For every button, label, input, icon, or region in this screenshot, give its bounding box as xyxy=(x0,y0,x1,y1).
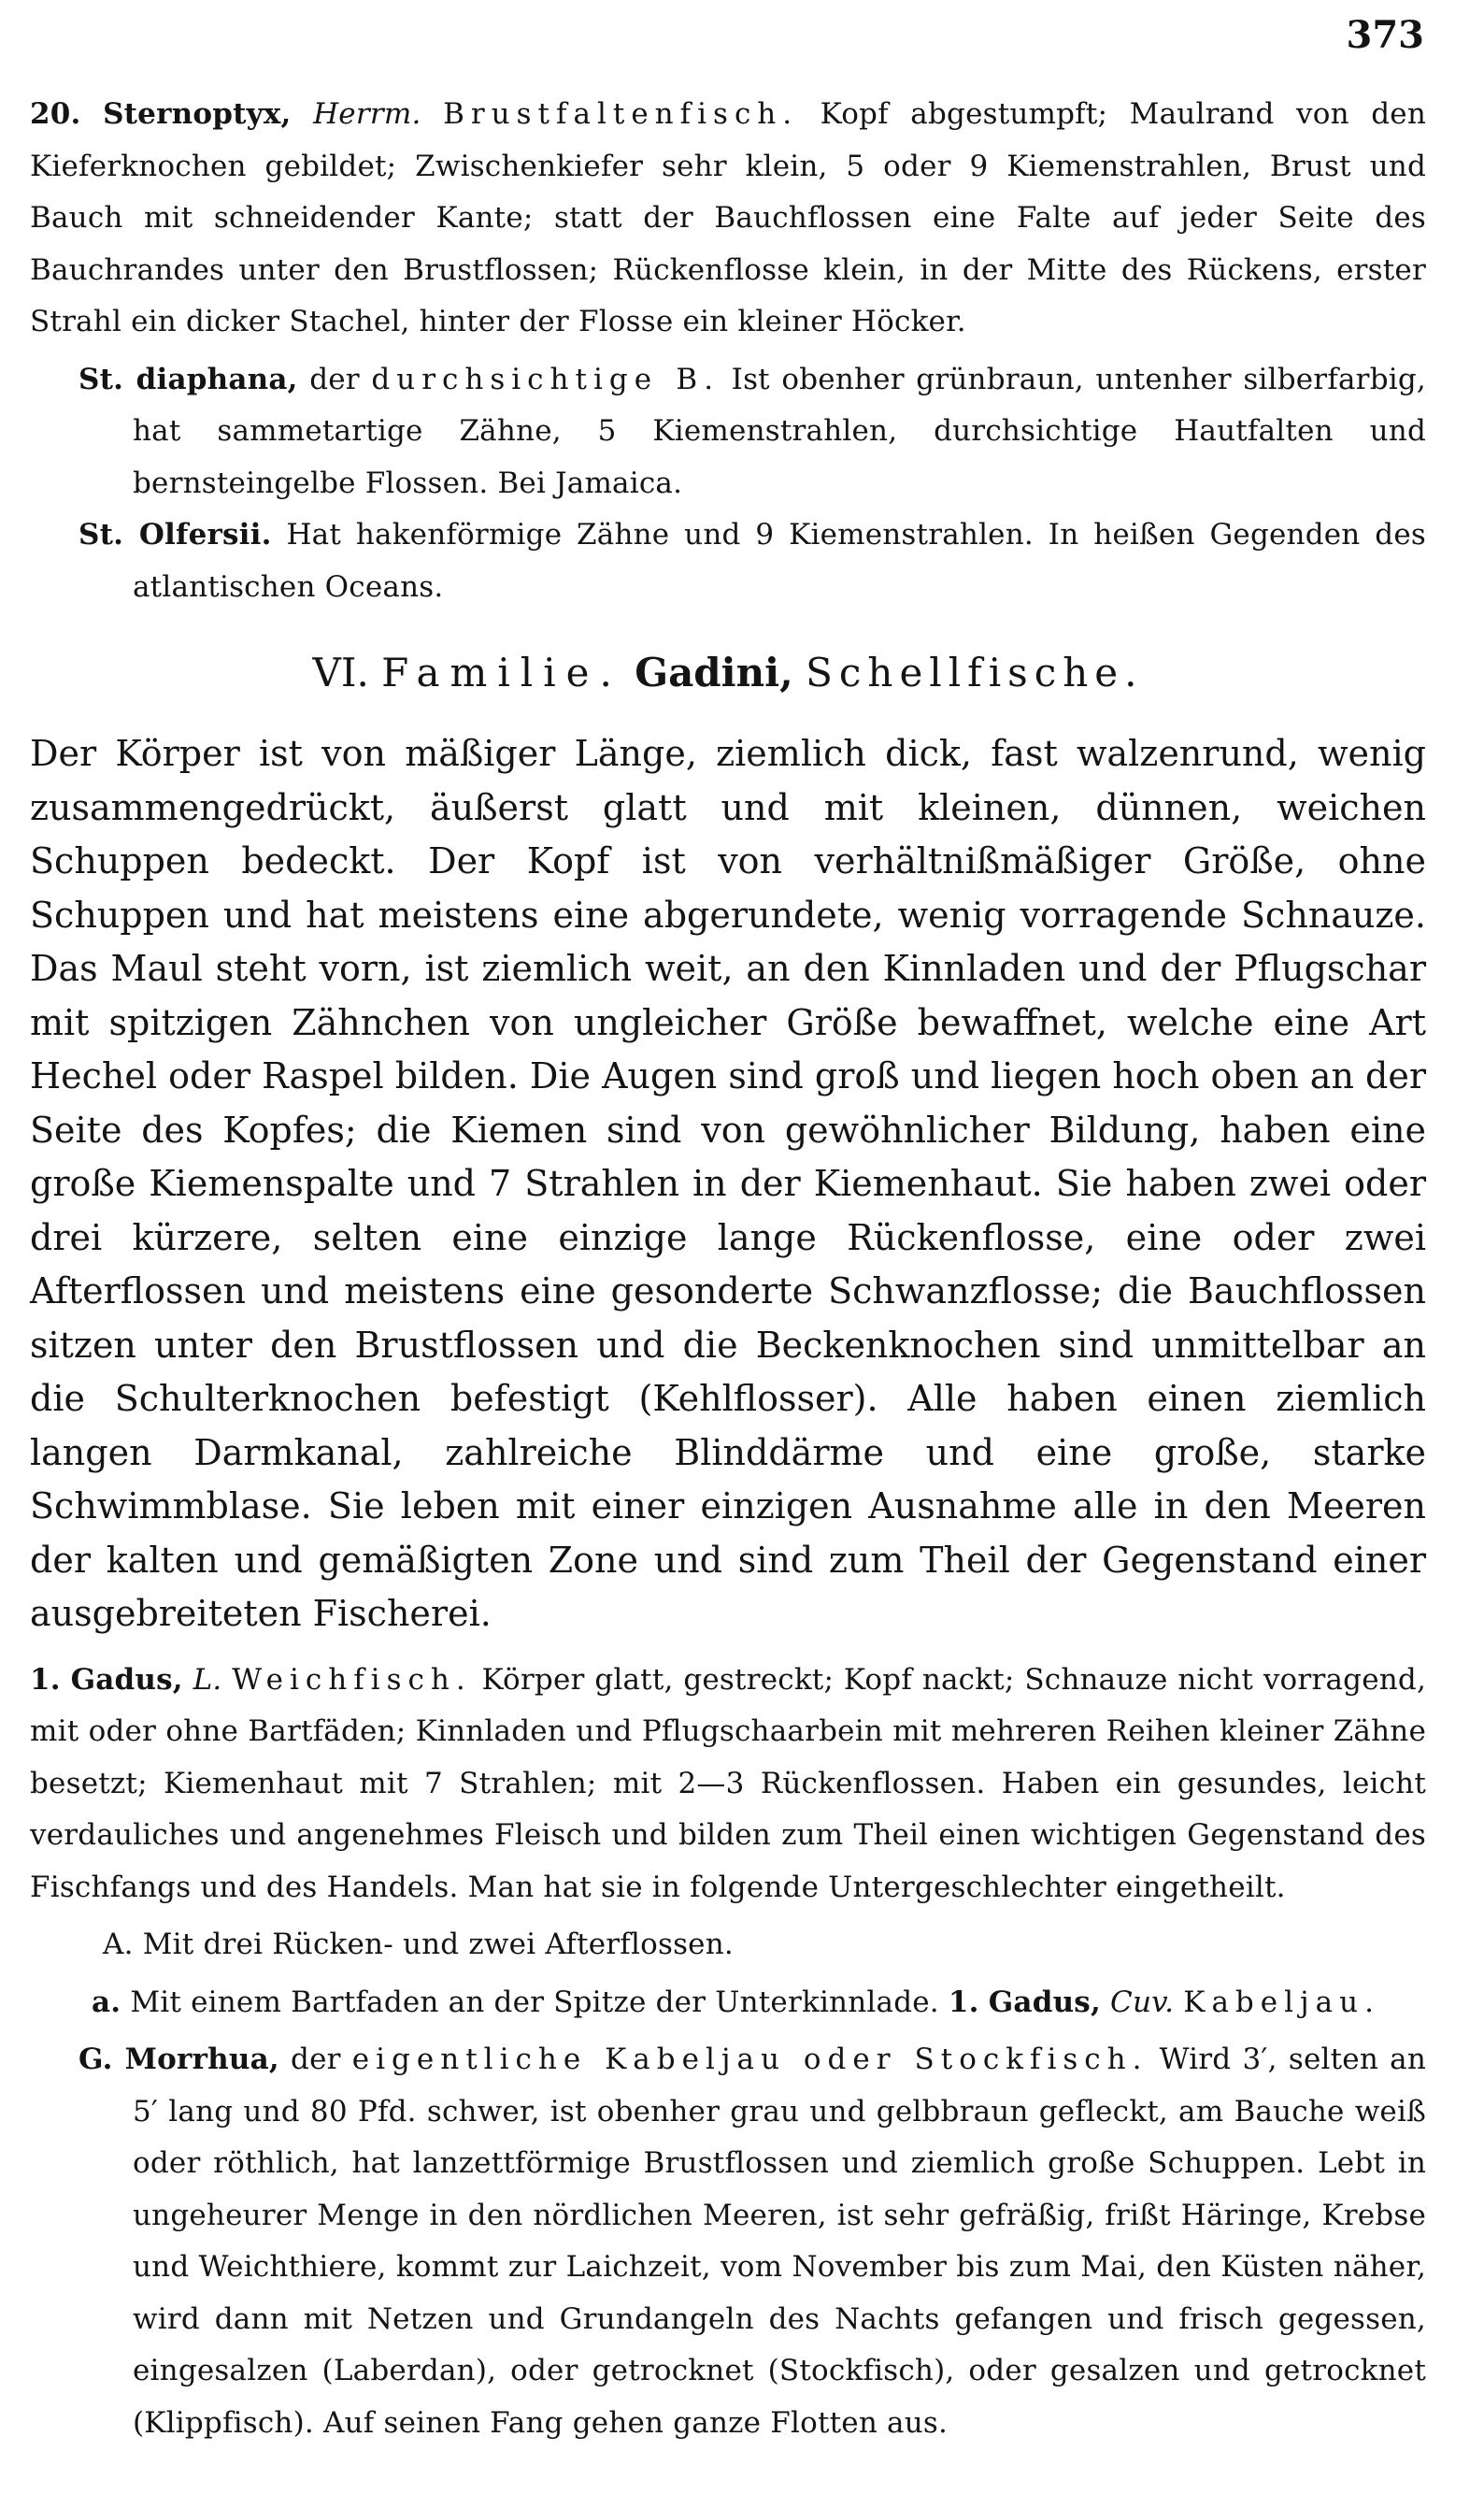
text-column xyxy=(30,89,1426,2449)
genus-number: 20. xyxy=(30,97,81,131)
genus-name: Sternoptyx, xyxy=(103,97,292,131)
species-entry-diaphana xyxy=(30,354,1426,510)
species-description: Hat hakenförmige Zähne und 9 Kiemenstrahlen. In heißen Gegenden des atlantischen Oceans. xyxy=(133,518,1426,604)
subgenus-author: Cuv. xyxy=(1110,1985,1175,2019)
family-number: VI. xyxy=(312,650,369,695)
subgroup-text: Mit einem Bartfaden an der Spitze der Unterkinnlade. xyxy=(130,1985,939,2019)
species-name: St. diaphana, xyxy=(78,362,298,396)
genus-entry-gadus xyxy=(30,1655,1426,1914)
family-common-name: Schellfische. xyxy=(806,650,1144,695)
family-description: Der Körper ist von mäßiger Länge, ziemlich dick, fast walzenrund, wenig zusammengedrückt, äußerst glatt und mit kleinen, dünnen, weichen Schuppen bedeckt. Der Kopf ist von verhältnißmäßiger Größe, ohne Schuppen und hat meistens eine abgerundete, wenig vorragende Schnauze. Das Maul steht vorn, ist ziemlich weit, an den Kinnladen und der Pflugschar mit spitzigen Zähnchen von ungleicher Größe bewaffnet, welche eine Art Hechel oder Raspel bilden. Die Augen sind groß und liegen hoch oben an der Seite des Kopfes; die Kiemen sind von gewöhnlicher Bildung, haben eine große Kiemenspalte und 7 Strahlen in der Kiemenhaut. Sie haben zwei oder drei kürzere, selten eine einzige lange Rückenflosse, eine oder zwei Afterflossen und meistens eine gesonderte Schwanzflosse; die Bauchflossen sitzen unter den Brustflossen und die Beckenknochen sind unmittelbar an die Schulterknochen befestigt (Kehlflosser). Alle haben einen ziemlich langen Darmkanal, zahlreiche Blinddärme und eine große, starke Schwimmblase. Sie leben mit einer einzigen Ausnahme alle in den Meeren der kalten und gemäßigten Zone und sind zum Theil der Gegenstand einer ausgebreiteten Fischerei. xyxy=(30,733,1426,1634)
species-entry-morrhua xyxy=(30,2034,1426,2449)
subgroup-a xyxy=(30,1977,1426,2029)
subdivision-A xyxy=(30,1919,1426,1971)
family-heading xyxy=(30,647,1426,699)
genus-author: Herrm. xyxy=(313,97,421,131)
genus-number: 1. xyxy=(30,1662,61,1697)
genus-description: Kopf abgestumpft; Maulrand von den Kieferknochen gebildet; Zwischenkiefer sehr klein, 5 oder 9 Kiemenstrahlen, Brust und Bauch mit schneidender Kante; statt der Bauchflossen eine Falte auf jeder Seite des Bauchrandes unter den Brustflossen; Rückenflosse klein, in der Mitte des Rückens, erster Strahl ein dicker Stachel, hinter der Flosse ein kleiner Höcker. xyxy=(30,97,1427,338)
family-name: Gadini, xyxy=(635,650,793,695)
species-name: St. Olfersii. xyxy=(78,518,272,552)
genus-common-name: Weichfisch. xyxy=(232,1662,472,1697)
subgroup-label: a. xyxy=(92,1985,121,2019)
genus-author: L. xyxy=(193,1662,222,1697)
species-entry-olfersii xyxy=(30,509,1426,613)
species-description: Wird 3′, selten an 5′ lang und 80 Pfd. schwer, ist obenher grau und gelbbraun gefleckt, am Bauche weiß oder röthlich, hat lanzettförmige Brustflossen und ziemlich große Schuppen. Lebt in ungeheurer Menge in den nördlichen Meeren, ist sehr gefräßig, frißt Häringe, Krebse und Weichthiere, kommt zur Laichzeit, vom November bis zum Mai, den Küsten näher, wird dann mit Netzen und Grundangeln des Nachts gefangen und frisch gegessen, eingesalzen (Laberdan), oder getrocknet (Stockfisch), oder gesalzen und getrocknet (Klippfisch). Auf seinen Fang gehen ganze Flotten aus. xyxy=(133,2042,1426,2440)
species-common-name: durchsichtige B. xyxy=(371,362,721,396)
page-number: 373 xyxy=(1346,13,1424,57)
subgenus-common-name: Kabeljau. xyxy=(1183,1985,1380,2019)
species-common-name: eigentliche Kabeljau oder Stockfisch. xyxy=(351,2042,1149,2076)
species-description: Ist obenher grünbraun, untenher silberfarbig, hat sammetartige Zähne, 5 Kiemenstrahlen, durchsichtige Hautfalten und bernsteingelbe Flossen. Bei Jamaica. xyxy=(133,362,1426,500)
genus-entry-sternoptyx xyxy=(30,89,1426,349)
species-common-prefix: der xyxy=(309,362,360,396)
genus-name: Gadus, xyxy=(70,1662,183,1697)
species-name: G. Morrhua, xyxy=(78,2042,279,2076)
subdivision-label: A. xyxy=(103,1928,134,1961)
subdivision-text: Mit drei Rücken- und zwei Afterflossen. xyxy=(142,1928,734,1961)
genus-common-name: Brustfaltenfisch. xyxy=(443,97,799,131)
subgenus-name: Gadus, xyxy=(988,1985,1101,2019)
species-common-prefix: der xyxy=(291,2042,341,2076)
family-label: Familie. xyxy=(381,650,622,695)
genus-description: Körper glatt, gestreckt; Kopf nackt; Schnauze nicht vorragend, mit oder ohne Bartfäden; Kinnladen und Pflugschaarbein mit mehreren Reihen kleiner Zähne besetzt; Kiemenhaut mit 7 Strahlen; mit 2—3 Rückenflossen. Haben ein gesundes, leicht verdauliches und angenehmes Fleisch und bilden zum Theil einen wichtigen Gegenstand des Fischfangs und des Handels. Man hat sie in folgende Untergeschlechter eingetheilt. xyxy=(30,1662,1426,1904)
subgenus-number: 1. xyxy=(948,1985,979,2019)
